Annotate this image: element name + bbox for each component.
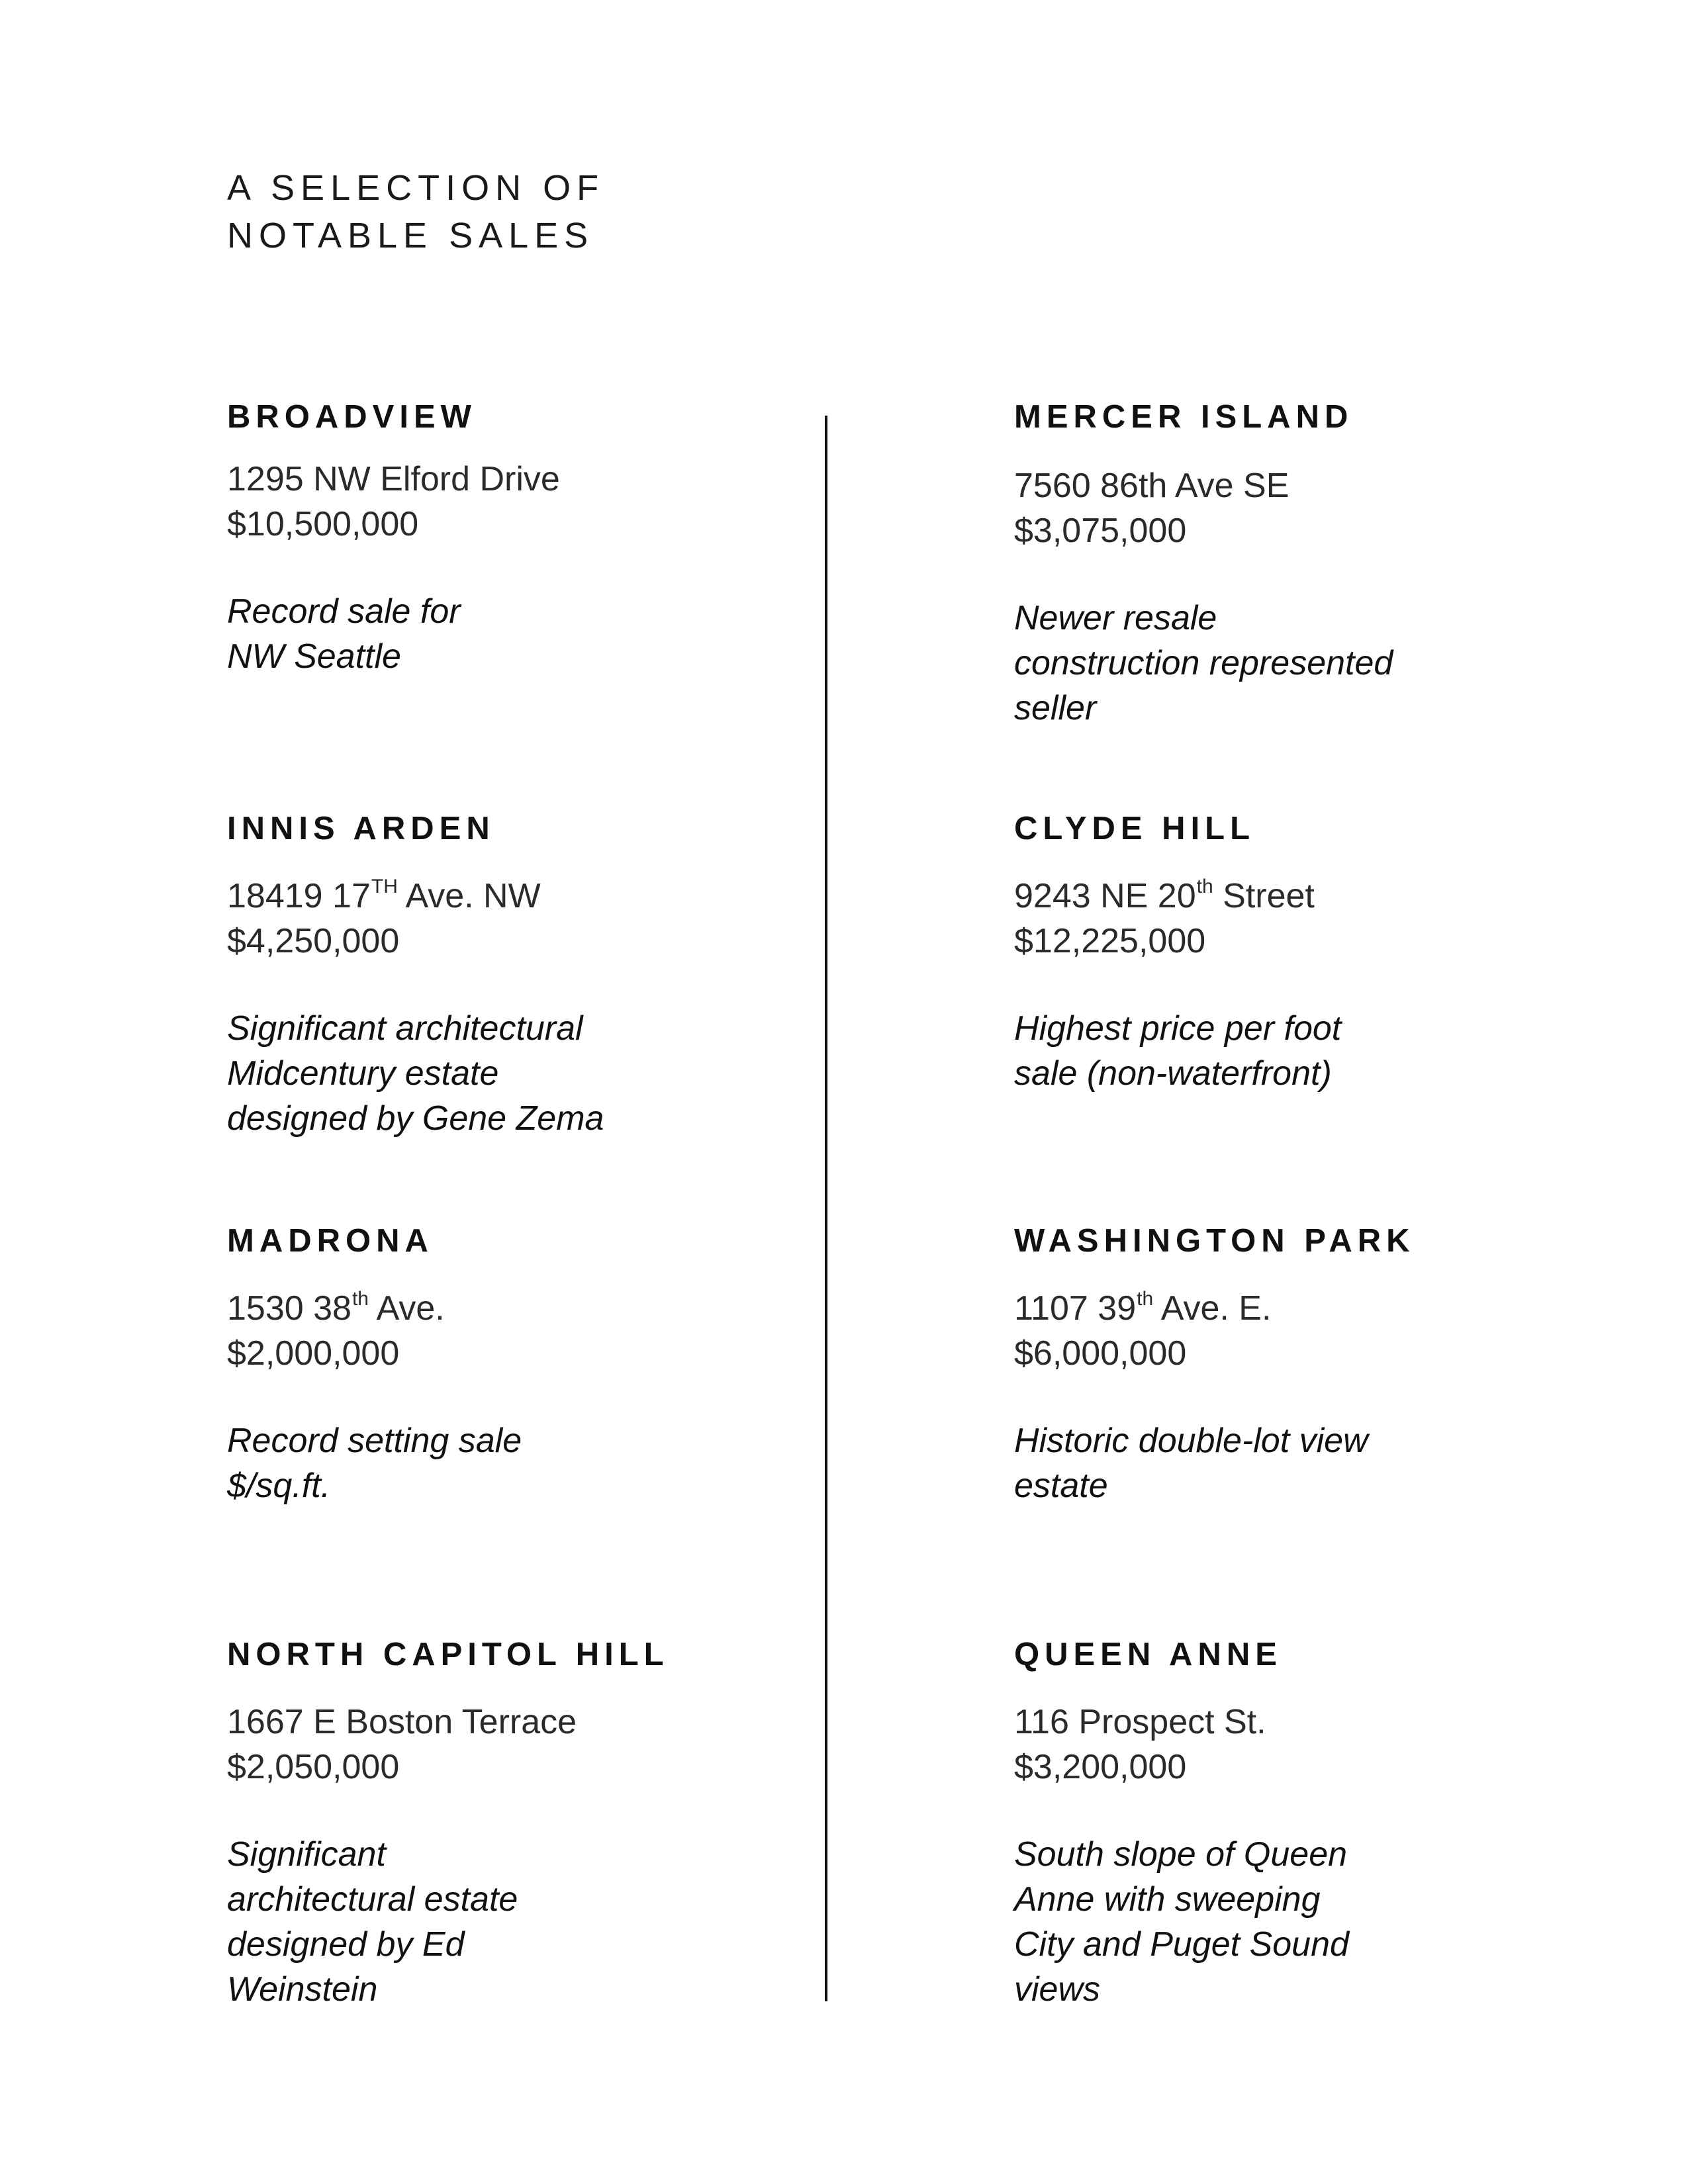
- sale-price: $3,075,000: [1014, 512, 1187, 550]
- sale-price: $2,000,000: [227, 1334, 400, 1373]
- sale-entry-washington-park: [1014, 1221, 1557, 1508]
- sale-price: $6,000,000: [1014, 1334, 1187, 1373]
- sale-note: Highest price per foot sale (non-waterfront): [1014, 1009, 1342, 1093]
- sale-note: Record sale for NW Seattle: [227, 592, 461, 676]
- sale-address: 1295 NW Elford Drive: [227, 460, 560, 498]
- sale-entry-innis-arden: [227, 809, 770, 1141]
- sale-note: Significant architectural Midcentury estate designed by Gene Zema: [227, 1009, 604, 1138]
- sale-note: Newer resale construction represented seller: [1014, 599, 1393, 727]
- sale-entry-madrona: [227, 1221, 770, 1508]
- sale-price: $2,050,000: [227, 1748, 400, 1786]
- sale-address: 116 Prospect St.: [1014, 1703, 1266, 1741]
- sale-address: 18419 17TH Ave. NW: [227, 876, 541, 915]
- neighborhood-title: CLYDE HILL: [1014, 811, 1256, 846]
- neighborhood-title: MADRONA: [227, 1223, 434, 1259]
- sale-entry-mercer-island: [1014, 397, 1557, 731]
- page-heading: [227, 164, 604, 259]
- sale-price: $3,200,000: [1014, 1748, 1187, 1786]
- sale-note: Historic double-lot view estate: [1014, 1422, 1368, 1505]
- page-heading-line-2: NOTABLE SALES: [227, 216, 594, 255]
- sale-note: South slope of Queen Anne with sweeping City and Puget Sound views: [1014, 1835, 1349, 2009]
- neighborhood-title: MERCER ISLAND: [1014, 399, 1354, 435]
- sale-entry-queen-anne: [1014, 1635, 1557, 2012]
- sale-entry-north-capitol-hill: [227, 1635, 770, 2012]
- sale-price: $4,250,000: [227, 922, 400, 960]
- sale-address: 1107 39th Ave. E.: [1014, 1288, 1272, 1328]
- neighborhood-title: INNIS ARDEN: [227, 811, 495, 846]
- sale-note: Record setting sale $/sq.ft.: [227, 1422, 522, 1505]
- sale-price: $10,500,000: [227, 505, 419, 543]
- neighborhood-title: WASHINGTON PARK: [1014, 1223, 1415, 1259]
- page-heading-line-1: A SELECTION OF: [227, 168, 605, 208]
- neighborhood-title: QUEEN ANNE: [1014, 1637, 1282, 1672]
- sale-entry-broadview: [227, 397, 770, 679]
- sale-address: 7560 86th Ave SE: [1014, 467, 1289, 505]
- sale-note: Significant architectural estate designed by Ed Weinstein: [227, 1835, 518, 2009]
- sale-address: 1530 38th Ave.: [227, 1288, 445, 1328]
- column-divider: [825, 416, 827, 2001]
- neighborhood-title: NORTH CAPITOL HILL: [227, 1637, 669, 1672]
- sale-address: 9243 NE 20th Street: [1014, 876, 1315, 915]
- sale-price: $12,225,000: [1014, 922, 1206, 960]
- neighborhood-title: BROADVIEW: [227, 399, 477, 435]
- sale-address: 1667 E Boston Terrace: [227, 1703, 577, 1741]
- sale-entry-clyde-hill: [1014, 809, 1557, 1096]
